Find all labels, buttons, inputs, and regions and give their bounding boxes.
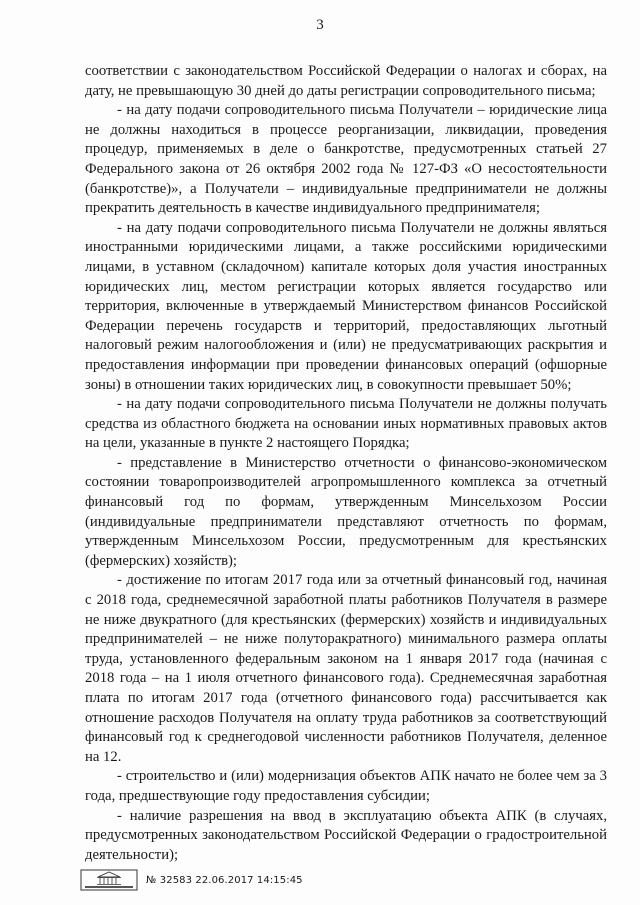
document-body — [85, 62, 607, 865]
registration-stamp-text: № 32583 22.06.2017 14:15:45 — [146, 874, 303, 886]
document-footer — [80, 868, 303, 892]
paragraph: - на дату подачи сопроводительного письма Получатели не должны являться иностранными юридическими лицами, а также российскими юридическими лицами, в уставном (складочном) капитале которых доля участия иностранных юридических лиц, местом регистрации которых является государство или территория, включенные в утверждаемый Министерством финансов Российской Федерации перечень государств и территорий, предоставляющих льготный налоговый режим налогообложения и (или) не предусматривающих раскрытия и предоставления информации при проведении финансовых операций (офшорные зоны) в отношении таких юридических лиц, в совокупности превышает 50%; — [85, 219, 607, 393]
paragraph: - на дату подачи сопроводительного письма Получатели не должны получать средства из областного бюджета на основании иных нормативных правовых актов на цели, указанные в пункте 2 настоящего Порядка; — [85, 396, 607, 452]
paragraph: - достижение по итогам 2017 года или за отчетный финансовый год, начиная с 2018 года, среднемесячной заработной платы работников Получателя в размере не ниже двукратного (для крестьянских (фермерских) хозяйств и индивидуальных предпринимателей – не ниже полуторакратного) минимального размера оплаты труда, установленного федеральным законом на 1 января 2017 года (начиная с 2018 года – на 1 июля отчетного финансового года). Среднемесячная заработная плата по итогам 2017 года (отчетного финансового года) рассчитывается как отношение расходов Получателя на оплату труда работников за соответствующий финансовый год к среднегодовой численности работников Получателя, деленное на 12. — [85, 572, 607, 765]
page-number: 3 — [316, 17, 324, 33]
government-building-stamp-icon — [80, 869, 138, 891]
paragraph: - строительство и (или) модернизация объектов АПК начато не более чем за 3 года, предшествующие году предоставления субсидии; — [85, 768, 607, 804]
paragraph: соответствии с законодательством Российской Федерации о налогах и сборах, на дату, не превышающую 30 дней до даты регистрации сопроводительного письма; — [85, 63, 607, 99]
paragraph: - на дату подачи сопроводительного письма Получатели – юридические лица не должны находиться в процессе реорганизации, ликвидации, проведения процедур, применяемых в деле о банкротстве, предусмотренных статьей 27 Федерального закона от 26 октября 2002 года № 127-ФЗ «О несостоятельности (банкротстве)», а Получатели – индивидуальные предприниматели не должны прекратить деятельность в качестве индивидуального предпринимателя; — [85, 102, 607, 217]
paragraph: - наличие разрешения на ввод в эксплуатацию объекта АПК (в случаях, предусмотренных законодательством Российской Федерации о градостроительной деятельности); — [85, 807, 607, 863]
paragraph: - представление в Министерство отчетности о финансово-экономическом состоянии товаропроизводителей агропромышленного комплекса за отчетный финансовый год по формам, утвержденным Минсельхозом России (индивидуальные предприниматели представляют отчетность по формам, утвержденным Минсельхозом России, предусмотренным для крестьянских (фермерских) хозяйств); — [85, 454, 607, 569]
